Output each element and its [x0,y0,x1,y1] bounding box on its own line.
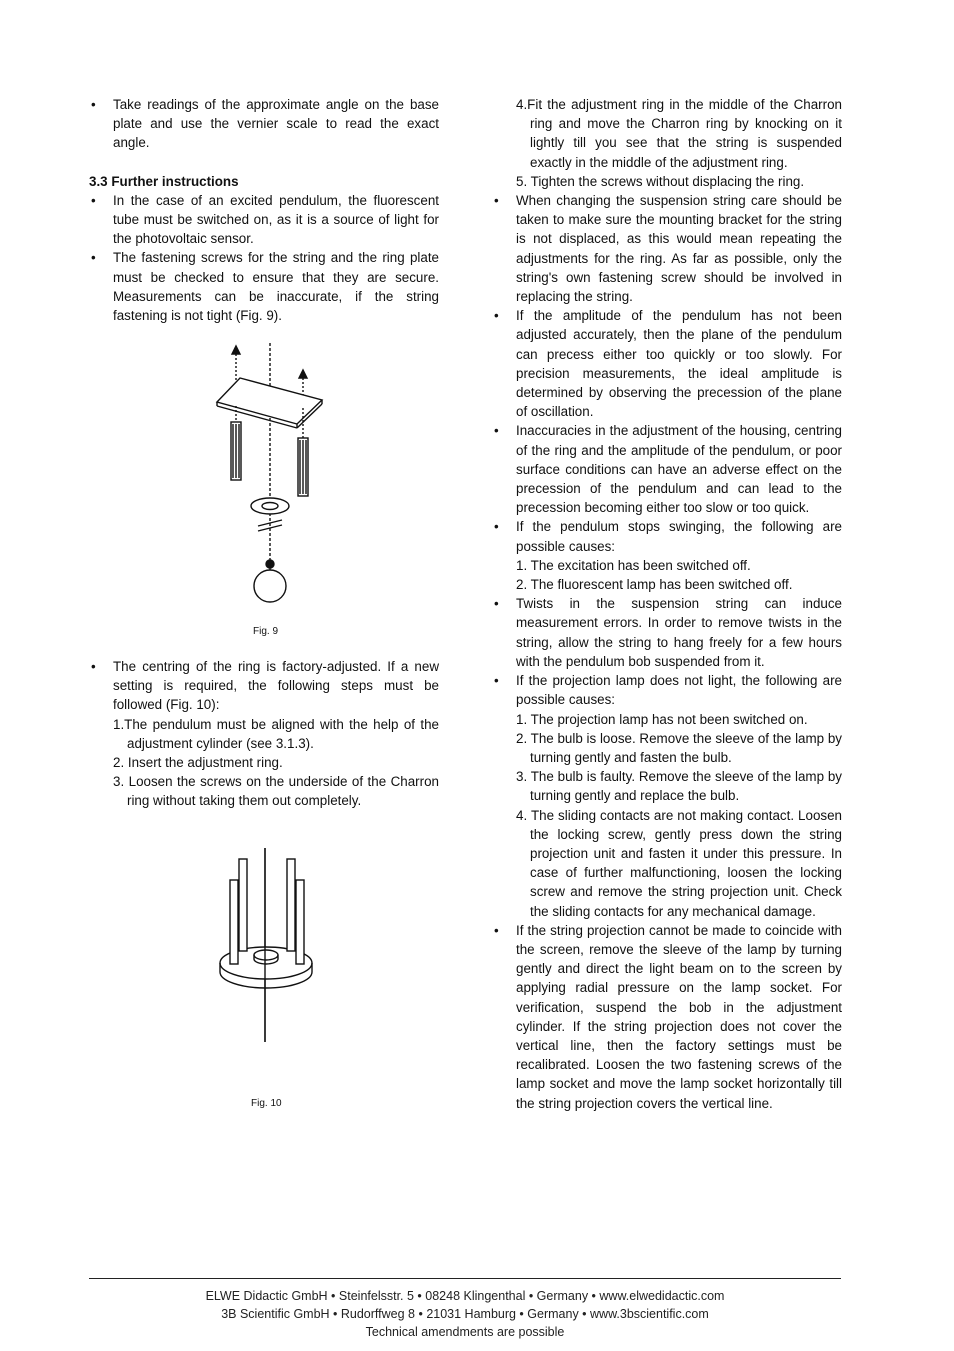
step-item: 3. Loosen the screws on the underside of the Charron ring without taking them out completely. [113,774,439,809]
figure-10-caption: Fig. 10 [251,1098,282,1109]
footer-line: ELWE Didactic GmbH • Steinfelsstr. 5 • 08248 Klingenthal • Germany • www.elwedidactic.com [205,1289,725,1303]
right-column [492,95,842,1113]
step-item: 1.The pendulum must be aligned with the help of the adjustment cylinder (see 3.1.3). [113,716,439,751]
step-item: 1. The excitation has been switched off. [516,557,751,573]
step-item: 4. The sliding contacts are not making contact. Loosen the locking screw, gently press down the string projection unit and fasten it under this pressure. In case of further malfunctioning, loosen the locking screw and remove the string projection unit. Check the sliding contacts for any mechanical damage. [516,807,842,919]
footer-divider [89,1278,841,1279]
left-column-lower [89,657,439,811]
step-item: 5. Tighten the screws without displacing the ring. [516,173,805,189]
figure-9-caption: Fig. 9 [253,626,279,637]
list-item: • If the projection lamp does not light, the following are possible causes: [492,671,842,709]
footer [89,1287,841,1341]
step-item: 2. Insert the adjustment ring. [113,755,283,771]
step-item: 2. The bulb is loose. Remove the sleeve of the lamp by turning gently and fasten the bulb. [516,730,842,765]
step-item: 4.Fit the adjustment ring in the middle of the Charron ring and move the Charron ring by knocking on it lightly till you see that the string is suspended exactly in the middle of the adjustment ring. [516,97,842,170]
list-item: • If the string projection cannot be made to coincide with the screen, remove the sleeve of the lamp by turning gently and direct the light beam on to the screen by applying radial pressure on the lamp socket. For verification, suspend the bob in the adjustment cylinder. If the string projection does not cover the vertical line, then the factory settings must be recalibrated. Loosen the two fastening screws of the lamp socket and move the lamp socket horizontally till the string projection covers the vertical line. [492,921,842,1113]
figure-9-illustration [205,338,335,613]
list-item: • If the pendulum stops swinging, the following are possible causes: [492,517,842,555]
step-item: 2. The fluorescent lamp has been switched off. [516,577,793,593]
list-item: • Twists in the suspension string can induce measurement errors. In order to remove twists in the string, allow the string to hang freely for a few hours with the pendulum bob suspended from it. [492,594,842,671]
footer-line: Technical amendments are possible [365,1325,565,1339]
list-item: • When changing the suspension string care should be taken to make sure the mounting bracket for the string is not displaced, as this would mean repeating the adjustments for the ring. As far as possible, only the string's own fastening screw should be involved in replacing the string. [492,191,842,306]
left-column [89,95,439,325]
step-item: 1. The projection lamp has not been switched on. [516,711,808,727]
list-item: • The centring of the ring is factory-adjusted. If a new setting is required, the following steps must be followed (Fig. 10): [89,657,439,715]
list-item: • Take readings of the approximate angle on the base plate and use the vernier scale to read the exact angle. [89,95,439,153]
footer-line: 3B Scientific GmbH • Rudorffweg 8 • 21031 Hamburg • Germany • www.3bscientific.com [221,1307,709,1321]
list-item: • The fastening screws for the string and the ring plate must be checked to ensure that they are secure. Measurements can be inaccurate, if the string fastening is not tight (Fig. 9). [89,248,439,325]
list-item: • If the amplitude of the pendulum has not been adjusted accurately, then the plane of the pendulum can precess either too quickly or too slowly. For precision measurements, the ideal amplitude is determined by observing the precession of the plane of oscillation. [492,306,842,421]
figure-10-illustration [212,845,327,1045]
list-item: • In the case of an excited pendulum, the fluorescent tube must be switched on, as it is a source of light for the photovoltaic sensor. [89,191,439,249]
step-item: 3. The bulb is faulty. Remove the sleeve of the lamp by turning gently and replace the bulb. [516,769,842,804]
list-item: • Inaccuracies in the adjustment of the housing, centring of the ring and the amplitude of the pendulum, or poor surface conditions can have an adverse effect on the precession of the pendulum and can lead to the precession becoming either too slow or too quick. [492,421,842,517]
section-heading: 3.3 Further instructions [89,173,239,189]
